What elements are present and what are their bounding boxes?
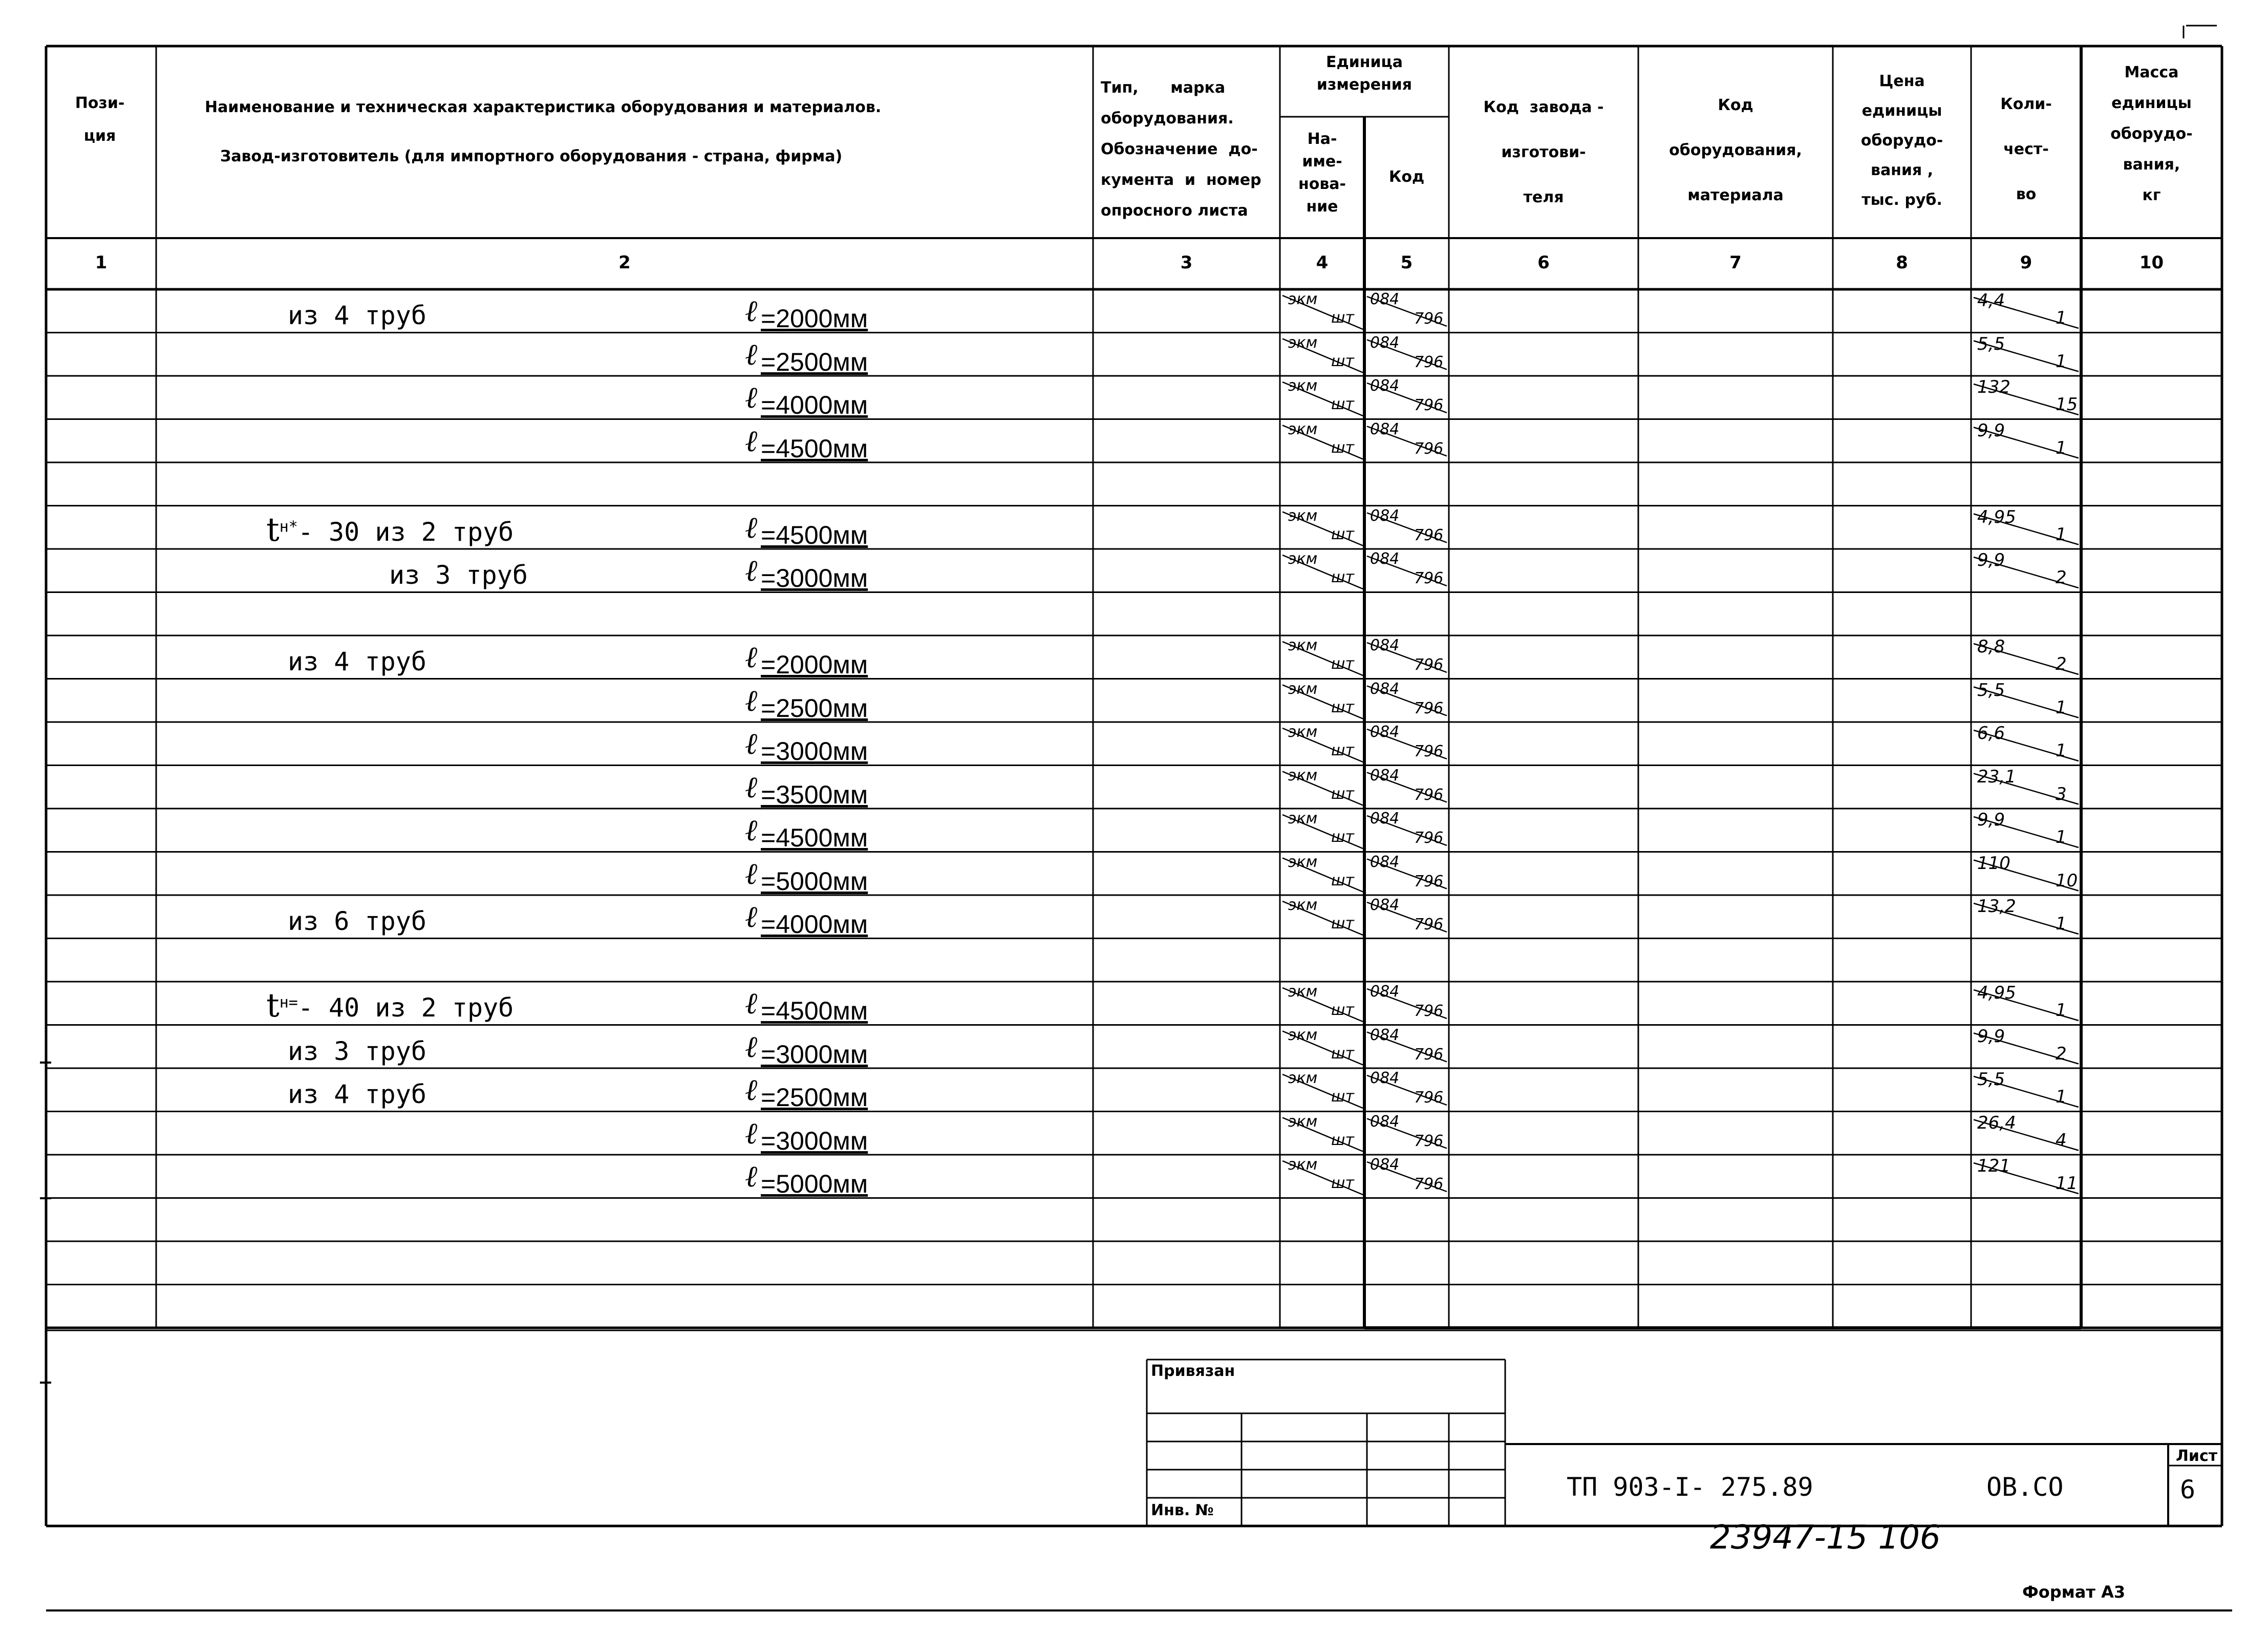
unit-name: экм xyxy=(1288,810,1318,828)
unit-code-2: 796 xyxy=(1414,353,1444,371)
quantity-count: 1 xyxy=(2056,827,2067,847)
unit-code-2: 796 xyxy=(1414,872,1444,890)
unit-name-short: шт xyxy=(1331,309,1354,327)
item-description: из 4 труб xyxy=(288,1079,426,1109)
quantity-count: 1 xyxy=(2056,1000,2067,1021)
unit-name: экм xyxy=(1288,377,1318,395)
header-mass: Масса единицы оборудо- вания, кг xyxy=(2110,63,2193,204)
unit-name: экм xyxy=(1288,853,1318,871)
quantity-mass: 26,4 xyxy=(1977,1112,2016,1133)
item-length: =4500мм xyxy=(761,996,868,1025)
quantity-count: 3 xyxy=(2056,783,2067,804)
unit-name: экм xyxy=(1288,420,1318,438)
quantity-count: 2 xyxy=(2056,654,2067,674)
quantity-count: 1 xyxy=(2056,437,2067,458)
unit-code-2: 796 xyxy=(1414,1175,1444,1193)
unit-code-2: 796 xyxy=(1414,699,1444,717)
stamp-attached-label: Привязан xyxy=(1151,1362,1235,1380)
unit-code: 084 xyxy=(1370,550,1400,568)
unit-code-2: 796 xyxy=(1414,786,1444,804)
unit-name-short: шт xyxy=(1331,784,1354,803)
unit-name-short: шт xyxy=(1331,1044,1354,1063)
quantity-mass: 5,5 xyxy=(1977,680,2005,701)
quantity-mass: 4,95 xyxy=(1977,506,2016,527)
unit-name-short: шт xyxy=(1331,1174,1354,1192)
header-type: Тип, марка оборудования. Обозначение до- кумента и номер опросного листа xyxy=(1101,79,1261,220)
header-unit-code: Код xyxy=(1388,168,1425,186)
unit-code: 084 xyxy=(1370,506,1400,525)
unit-name-short: шт xyxy=(1331,1088,1354,1106)
item-length: =4000мм xyxy=(761,910,868,939)
unit-name-short: шт xyxy=(1331,698,1354,716)
quantity-count: 1 xyxy=(2056,740,2067,761)
quantity-mass: 6,6 xyxy=(1977,723,2005,744)
length-symbol: ℓ xyxy=(745,1029,758,1064)
unit-code-2: 796 xyxy=(1414,656,1444,674)
unit-name-short: шт xyxy=(1331,1001,1354,1019)
length-symbol: ℓ xyxy=(745,380,758,415)
length-symbol: ℓ xyxy=(745,293,758,328)
quantity-count: 10 xyxy=(2056,870,2078,891)
length-symbol: ℓ xyxy=(745,683,758,718)
sheet-number: 6 xyxy=(2180,1475,2196,1504)
unit-name: экм xyxy=(1288,1026,1318,1044)
unit-diagonals xyxy=(1282,295,2079,1195)
quantity-mass: 9,9 xyxy=(1977,1026,2005,1047)
item-description: из 4 труб xyxy=(288,647,426,676)
unit-name: экм xyxy=(1288,333,1318,352)
unit-name-short: шт xyxy=(1331,438,1354,457)
item-temperature: $t^{н=}-$ 40 из 2 труб xyxy=(266,987,514,1025)
item-description: из 3 труб xyxy=(288,1036,426,1066)
unit-name-short: шт xyxy=(1331,655,1354,673)
length-symbol: ℓ xyxy=(745,1159,758,1194)
length-symbol: ℓ xyxy=(745,769,758,804)
header-quantity: Коли- чест- во xyxy=(2000,95,2052,203)
unit-code: 084 xyxy=(1370,680,1400,698)
item-length: =4500мм xyxy=(761,823,868,852)
length-symbol: ℓ xyxy=(745,899,758,934)
column-number: 1 xyxy=(95,252,108,273)
quantity-mass: 5,5 xyxy=(1977,1069,2005,1090)
item-length: =4500мм xyxy=(761,434,868,463)
unit-name: экм xyxy=(1288,506,1318,525)
unit-code: 084 xyxy=(1370,637,1400,654)
unit-name: экм xyxy=(1288,550,1318,568)
unit-code: 084 xyxy=(1370,333,1400,352)
column-number: 2 xyxy=(618,252,631,273)
unit-code-2: 796 xyxy=(1414,1002,1444,1020)
item-description: из 4 труб xyxy=(288,301,426,330)
unit-code-2: 796 xyxy=(1414,1132,1444,1150)
unit-name-short: шт xyxy=(1331,1131,1354,1149)
unit-name: экм xyxy=(1288,1069,1318,1087)
unit-name-short: шт xyxy=(1331,395,1354,413)
quantity-mass: 9,9 xyxy=(1977,420,2005,441)
unit-name-short: шт xyxy=(1331,741,1354,759)
length-symbol: ℓ xyxy=(745,726,758,761)
unit-name-short: шт xyxy=(1331,525,1354,543)
column-number: 8 xyxy=(1896,252,1908,273)
unit-code: 084 xyxy=(1370,1156,1400,1174)
item-length: =3000мм xyxy=(761,737,868,766)
unit-code-2: 796 xyxy=(1414,310,1444,328)
quantity-mass: 4,95 xyxy=(1977,983,2016,1003)
item-length: =4000мм xyxy=(761,391,868,419)
quantity-mass: 9,9 xyxy=(1977,550,2005,570)
length-symbol: ℓ xyxy=(745,856,758,891)
unit-code-2: 796 xyxy=(1414,396,1444,414)
item-length: =4500мм xyxy=(761,520,868,549)
quantity-mass: 5,5 xyxy=(1977,333,2005,354)
item-length: =3000мм xyxy=(761,564,868,592)
unit-code-2: 796 xyxy=(1414,743,1444,760)
item-description: из 3 труб xyxy=(389,560,528,590)
unit-name-short: шт xyxy=(1331,352,1354,370)
document-section: ОВ.СО xyxy=(1986,1472,2064,1502)
length-symbol: ℓ xyxy=(745,423,758,458)
quantity-mass: 8,8 xyxy=(1977,637,2005,657)
unit-code-2: 796 xyxy=(1414,829,1444,847)
unit-code: 084 xyxy=(1370,290,1400,308)
column-number: 9 xyxy=(2020,252,2032,273)
quantity-mass: 13,2 xyxy=(1977,896,2016,917)
length-symbol: ℓ xyxy=(745,336,758,372)
unit-code-2: 796 xyxy=(1414,569,1444,587)
unit-name: экм xyxy=(1288,680,1318,698)
header-name-line1: Наименование и техническая характеристика оборудования и материалов. xyxy=(205,98,882,116)
unit-code: 084 xyxy=(1370,377,1400,395)
column-number: 4 xyxy=(1316,252,1329,273)
unit-code-2: 796 xyxy=(1414,1089,1444,1107)
header-position: Пози- ция xyxy=(75,94,125,145)
header-unit: Единица измерения xyxy=(1316,53,1413,94)
item-length: =3000мм xyxy=(761,1040,868,1069)
unit-name: экм xyxy=(1288,766,1318,784)
document-code: ТП 903-I- 275.89 xyxy=(1567,1472,1813,1502)
unit-code: 084 xyxy=(1370,853,1400,871)
unit-name-short: шт xyxy=(1331,568,1354,586)
quantity-count: 2 xyxy=(2056,567,2067,588)
quantity-count: 11 xyxy=(2056,1173,2078,1194)
sheet-label: Лист xyxy=(2176,1447,2218,1465)
quantity-mass: 4,4 xyxy=(1977,290,2005,311)
length-symbol: ℓ xyxy=(745,986,758,1021)
length-symbol: ℓ xyxy=(745,1072,758,1107)
unit-code: 084 xyxy=(1370,766,1400,784)
quantity-count: 1 xyxy=(2056,524,2067,545)
unit-name: экм xyxy=(1288,1112,1318,1131)
unit-code: 084 xyxy=(1370,1112,1400,1131)
header-factory-code: Код завода - изготови- теля xyxy=(1483,98,1604,206)
unit-name: экм xyxy=(1288,290,1318,308)
header-unit-name: На- име- нова- ние xyxy=(1298,130,1346,216)
header-name-line2: Завод-изготовитель (для импортного оборудования - страна, фирма) xyxy=(220,147,843,165)
quantity-mass: 23,1 xyxy=(1977,766,2016,787)
unit-name: экм xyxy=(1288,723,1318,741)
unit-name: экм xyxy=(1288,637,1318,654)
column-number: 10 xyxy=(2139,252,2164,273)
quantity-count: 1 xyxy=(2056,351,2067,372)
unit-name-short: шт xyxy=(1331,915,1354,932)
item-length: =2500мм xyxy=(761,347,868,376)
quantity-mass: 9,9 xyxy=(1977,810,2005,830)
unit-code-2: 796 xyxy=(1414,526,1444,544)
unit-code-2: 796 xyxy=(1414,1045,1444,1064)
quantity-mass: 121 xyxy=(1977,1156,2010,1176)
unit-name: экм xyxy=(1288,896,1318,914)
length-symbol: ℓ xyxy=(745,510,758,545)
quantity-mass: 132 xyxy=(1977,377,2010,397)
quantity-count: 15 xyxy=(2056,394,2078,415)
item-length: =2500мм xyxy=(761,1083,868,1112)
quantity-mass: 110 xyxy=(1977,853,2010,874)
item-length: =3500мм xyxy=(761,780,868,809)
column-number: 6 xyxy=(1537,252,1550,273)
quantity-count: 1 xyxy=(2056,1087,2067,1107)
item-description: из 6 труб xyxy=(288,906,426,936)
unit-code: 084 xyxy=(1370,896,1400,914)
item-length: =2500мм xyxy=(761,693,868,723)
unit-code: 084 xyxy=(1370,723,1400,741)
inventory-number: 23947-15 106 xyxy=(1710,1519,1941,1557)
quantity-count: 1 xyxy=(2056,308,2067,328)
item-length: =5000мм xyxy=(761,866,868,896)
unit-name: экм xyxy=(1288,1156,1318,1174)
item-length: =3000мм xyxy=(761,1126,868,1155)
item-length: =2000мм xyxy=(761,304,868,333)
column-number: 3 xyxy=(1180,252,1193,273)
length-symbol: ℓ xyxy=(745,1115,758,1151)
unit-name: экм xyxy=(1288,983,1318,1001)
unit-code: 084 xyxy=(1370,1026,1400,1044)
unit-name-short: шт xyxy=(1331,871,1354,889)
unit-code-2: 796 xyxy=(1414,916,1444,934)
quantity-count: 1 xyxy=(2056,697,2067,718)
column-number: 7 xyxy=(1729,252,1742,273)
item-length: =2000мм xyxy=(761,650,868,679)
stamp-inventory-label: Инв. № xyxy=(1151,1501,1214,1519)
quantity-count: 1 xyxy=(2056,914,2067,934)
format-label: Формат А3 xyxy=(2022,1582,2126,1602)
length-symbol: ℓ xyxy=(745,813,758,847)
quantity-count: 2 xyxy=(2056,1043,2067,1064)
unit-code: 084 xyxy=(1370,983,1400,1001)
item-length: =5000мм xyxy=(761,1170,868,1198)
unit-code: 084 xyxy=(1370,1069,1400,1087)
unit-code: 084 xyxy=(1370,420,1400,438)
header-equipment-code: Код оборудования, материала xyxy=(1669,96,1802,204)
column-number: 5 xyxy=(1400,252,1413,273)
unit-code: 084 xyxy=(1370,810,1400,828)
header-price: Цена единицы оборудо- вания , тыс. руб. xyxy=(1860,72,1943,209)
unit-code-2: 796 xyxy=(1414,439,1444,458)
length-symbol: ℓ xyxy=(745,553,758,588)
item-temperature: $t^{н*}-$ 30 из 2 труб xyxy=(266,511,514,549)
unit-name-short: шт xyxy=(1331,828,1354,846)
quantity-count: 4 xyxy=(2056,1130,2067,1151)
length-symbol: ℓ xyxy=(745,640,758,674)
